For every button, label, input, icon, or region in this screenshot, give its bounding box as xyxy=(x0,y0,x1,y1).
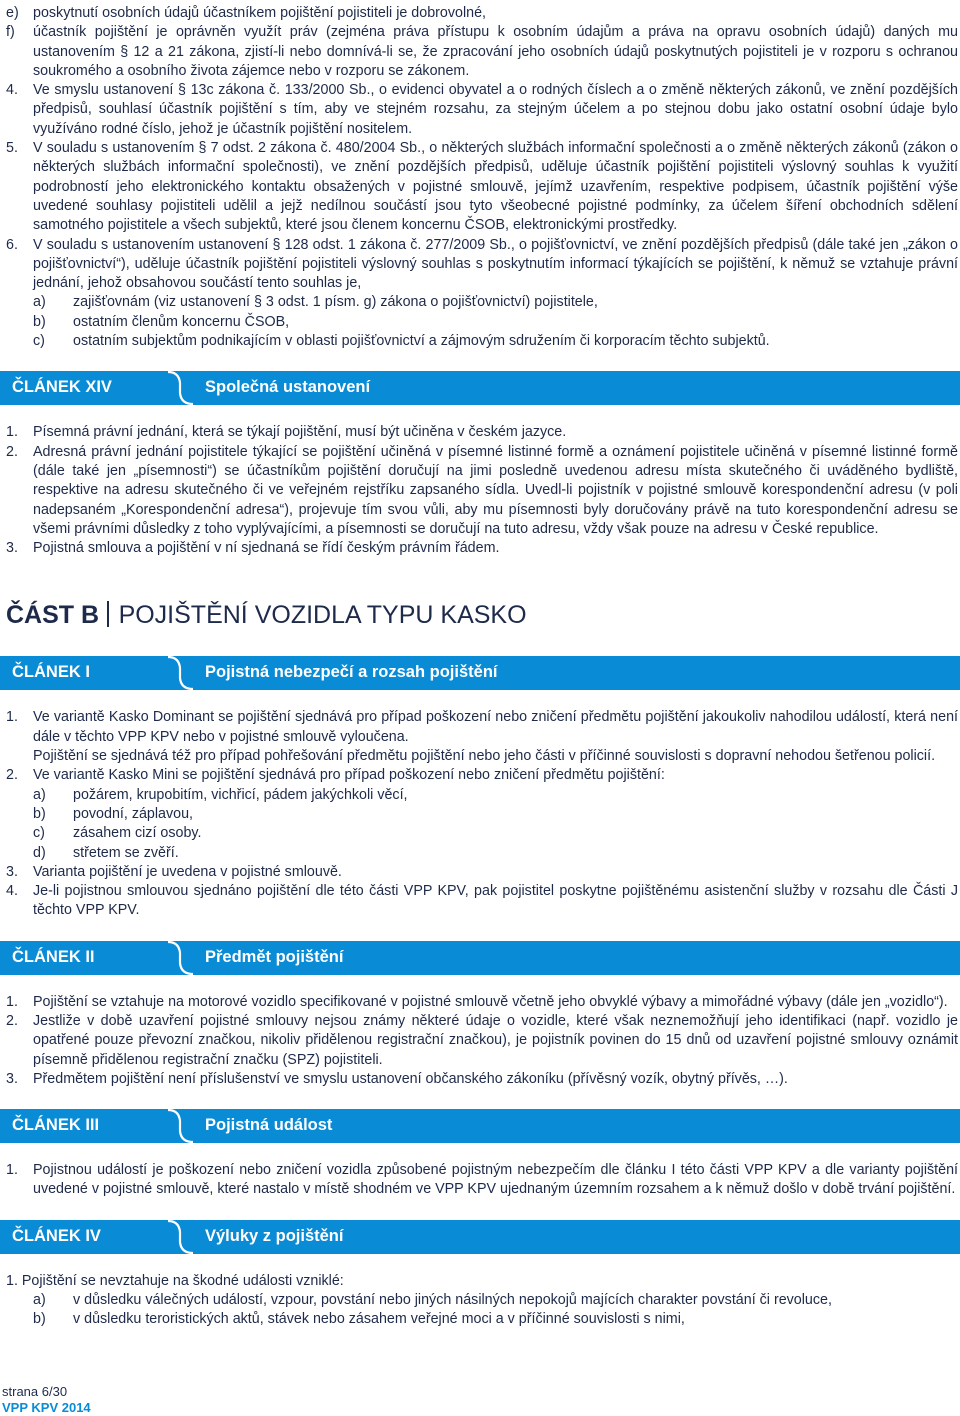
article-label: ČLÁNEK II xyxy=(12,947,95,966)
article-label: ČLÁNEK IV xyxy=(12,1226,101,1245)
article-title: Pojistná událost xyxy=(205,1116,333,1135)
sub-item: a) v důsledku válečných událostí, vzpour, povstání nebo jiných násilných nepokojů majících charakter povstání či revoluce, xyxy=(33,1292,832,1309)
article-title: Výluky z pojištění xyxy=(205,1226,344,1245)
article-title: Společná ustanovení xyxy=(205,378,371,397)
paragraph: 1. Pojištění se nevztahuje na škodné události vzniklé: xyxy=(6,1272,344,1289)
article-title: Předmět pojištění xyxy=(205,947,344,966)
article-header xyxy=(0,656,960,690)
article-label: ČLÁNEK III xyxy=(12,1116,100,1135)
article-band xyxy=(0,941,960,975)
article-title: Pojistná nebezpečí a rozsah pojištění xyxy=(205,663,498,682)
list-item: 1. Písemná právní jednání, která se týkají pojištění, musí být učiněna v českém jazyce. xyxy=(6,424,567,441)
sub-item: a) zajišťovnám (viz ustanovení § 3 odst. 1 písm. g) zákona o pojišťovnictví) pojistitele, xyxy=(33,294,598,311)
list-item: 4. Je-li pojistnou smlouvou sjednáno pojištění dle této části VPP KPV, pak pojistitel poskytne pojištěnému asistenční služby v rozsahu dle Části J těchto VPP KPV. xyxy=(6,883,958,919)
list-item: 1. Ve variantě Kasko Dominant se pojištění sjednává pro případ poškození nebo zničení předmětu pojištění jakoukoliv nahodilou událostí, která není dále v těchto VPP KPV nebo v pojistné smlouvě vyloučena. xyxy=(6,709,958,745)
page-footer xyxy=(2,1384,91,1416)
list-item: 2. Jestliže v době uzavření pojistné smlouvy nejsou známy některé údaje o vozidle, které však neznemožňují jeho identifikaci (např. vozidlo je opatřené pouze převozní značkou, nikoliv přidělenou registrační značkou), je pojistník povinen do 15 dnů od uzavření pojistné smlouvy oznámit písemně přidělenou registrační značku (SPZ) pojistiteli. xyxy=(6,1012,958,1068)
sub-item: b) ostatním členům koncernu ČSOB, xyxy=(33,313,290,330)
document-page xyxy=(6,4,958,1330)
list-item: 2. Adresná právní jednání pojistitele týkající se pojištění učiněná v písemné listinné formě a oznámení pojistitele učiněná v písemné listinné formě (dále také jen „písemnosti“) se účastníkům pojištění doručují na jimi posledně uvedenou adresu místa skutečného či uváděného bydliště, respektive na adresu skutečného či ve veřejném rejstříku zapsaného sídla. Uvedl-li pojistník v pojistné smlouvě korespondenční adresu (v poli nadepsaném „Korespondenční adresa“), projevuje tím svou vůli, aby mu písemnosti byly doručovány právě na tuto korespondenční adresu se všemi právními důsledky z toho vyplývajícími, a písemnosti se doručují na tuto adresu, vždy však pouze na adresu v České republice. xyxy=(6,443,958,537)
list-item: 5. V souladu s ustanovením § 7 odst. 2 zákona č. 480/2004 Sb., o některých službách informační společnosti a o změně některých zákonů (zákon o některých službách informační společnosti), ve znění pozdějších předpisů, uděluje účastník pojištění pojistiteli výslovný souhlas k využití podrobností jeho elektronického kontaktu obsažených v pojistné smlouvě, jejímž uzavřením, respektive podpisem, účastník pojištění výše uvedené souhlasy pojistiteli udělil a jejž nedílnou součástí jsou tyto všeobecné pojistné podmínky, za účelem šíření obchodních sdělení samotného pojistitele a všech subjektů, které jsou členem koncernu ČSOB, elektronickými prostředky. xyxy=(6,140,958,234)
sub-item: b) v důsledku teroristických aktů, stávek nebo zásahem veřejné moci a v příčinné souvislosti s nimi, xyxy=(33,1311,685,1328)
article-band xyxy=(0,371,960,405)
list-item: 1. Pojištění se vztahuje na motorové vozidlo specifikované v pojistné smlouvě včetně jeho obvyklé výbavy a mimořádné výbavy (dále jen „vozidlo“). xyxy=(6,993,948,1010)
article-header xyxy=(0,941,960,975)
list-item: f) účastník pojištění je oprávněn využít práv (zejména práva přístupu k osobním údajům a práva na opravu osobních údajů) daných mu ustanovením § 12 a 21 zákona, zjistí-li nebo domnívá-li se, že zpracování jeho osobních údajů poskytnutých pojistiteli je v rozporu s ochranou soukromého a osobního života zájemce nebo v rozporu se zákonem. xyxy=(6,24,958,79)
list-item: 6. V souladu s ustanovením ustanovení § 128 odst. 1 zákona č. 277/2009 Sb., o pojišťovnictví, ve znění pozdějších předpisů (dále také jen „zákon o pojišťovnictví“), uděluje účastník pojištění pojistiteli výslovný souhlas s poskytnutím informací týkajících se pojištění, k němuž se vztahuje právní jednání, jehož obsahovou součástí tento souhlas je, xyxy=(6,236,958,292)
list-item: e) poskytnutí osobních údajů účastníkem pojištění pojistiteli je dobrovolné, xyxy=(6,5,487,21)
sub-item: a) požárem, krupobitím, vichřicí, pádem jakýchkoli věcí, xyxy=(33,786,408,803)
list-item: 3. Předmětem pojištění není příslušenství ve smyslu ustanovení občanského zákoníku (přívěsný vozík, obytný přívěs, …). xyxy=(6,1070,788,1087)
article-xiv-body xyxy=(6,423,958,558)
list-item: 3. Varianta pojištění je uvedena v pojistné smlouvě. xyxy=(6,863,342,880)
sub-item: b) povodní, záplavou, xyxy=(33,805,194,822)
list-item: 1. Pojistnou událostí je poškození nebo zničení vozidla způsobené pojistným nebezpečím dle článku I této části VPP KPV a dle varianty pojištění uvedené v pojistné smlouvě, které nastalo v místě shodném ve VPP KPV ujednaným územním rozsahem a k němuž došlo v době trvání pojištění. xyxy=(6,1162,958,1198)
sub-item: c) ostatním subjektům podnikajícím v oblasti pojišťovnictví a zájmovým sdružením či korporacím těchto subjektů. xyxy=(33,333,770,350)
article-iii-body xyxy=(6,1161,958,1200)
document-brand: VPP KPV 2014 xyxy=(2,1400,91,1415)
article-header xyxy=(0,1109,960,1143)
list-item: 2. Ve variantě Kasko Mini se pojištění sjednává pro případ poškození nebo zničení předmětu pojištění: xyxy=(6,767,665,784)
sub-item: c) zásahem cizí osoby. xyxy=(33,825,202,842)
sub-item: d) střetem se zvěří. xyxy=(33,844,179,861)
article-band xyxy=(0,1109,960,1143)
article-i-body xyxy=(6,708,958,920)
article-iv-body xyxy=(6,1272,958,1330)
article-ii-body xyxy=(6,993,958,1089)
article-label: ČLÁNEK I xyxy=(12,663,90,682)
intro-section xyxy=(6,4,958,351)
list-item: 4. Ve smyslu ustanovení § 13c zákona č. 133/2000 Sb., o evidenci obyvatel a o rodných číslech a o změně některých zákonů, ve znění pozdějších předpisů, souhlasí účastník pojištění s tím, aby ve stejném rozsahu, za stejným účelem a po stejnou dobu jako ostatní osobní údaje bylo využíváno rodné číslo, jehož je účastník pojištění nositelem. xyxy=(6,82,958,137)
article-header xyxy=(0,1220,960,1254)
paragraph: Pojištění se sjednává též pro případ pohřešování předmětu pojištění nebo jeho části v příčinné souvislosti s dopravní nehodou šetřenou policií. xyxy=(33,748,936,765)
page-number: strana 6/30 xyxy=(2,1384,68,1399)
article-header xyxy=(0,371,960,405)
heading-separator xyxy=(107,601,109,627)
part-heading: ČÁST B POJIŠTĚNÍ VOZIDLA TYPU KASKO xyxy=(6,601,527,630)
list-item: 3. Pojistná smlouva a pojištění v ní sjednaná se řídí českým právním řádem. xyxy=(6,540,500,557)
article-band xyxy=(0,1220,960,1254)
article-label: ČLÁNEK XIV xyxy=(12,378,112,397)
